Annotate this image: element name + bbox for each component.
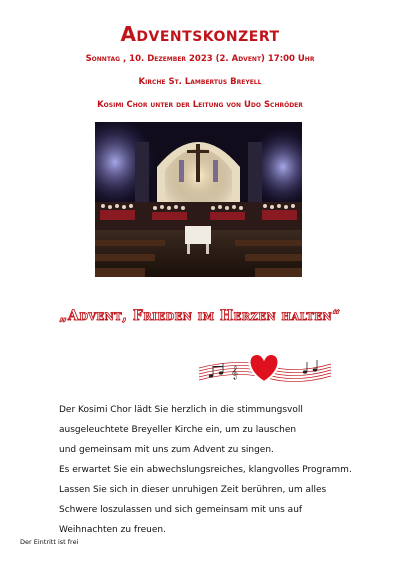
invitation-text — [59, 404, 379, 544]
admission-note: Der Eintritt ist frei — [20, 538, 79, 546]
music-notes-heart-icon — [197, 346, 332, 388]
concert-motto: „Advent, Frieden im Herzen halten“ — [59, 308, 341, 324]
event-date: Sonntag , 10. Dezember 2023 (2. Advent) 17:00 Uhr — [85, 54, 315, 64]
invitation-line: und gemeinsam mit uns zum Advent zu singen. — [59, 445, 274, 455]
page-title: Adventskonzert — [120, 22, 280, 46]
invitation-line: Schwere loszulassen und sich gemeinsam mit uns auf — [59, 505, 303, 515]
event-choir: Kosimi Chor unter der Leitung von Udo Schröder — [97, 100, 303, 110]
event-venue: Kirche St. Lambertus Breyell — [138, 77, 262, 87]
invitation-line: ausgeleuchtete Breyeller Kirche ein, um zu lauschen — [59, 425, 297, 435]
invitation-line: Der Kosimi Chor lädt Sie herzlich in die stimmungsvoll — [59, 405, 303, 415]
invitation-line: Es erwartet Sie ein abwechslungsreiches, klangvolles Programm. — [59, 465, 352, 475]
church-concert-photo — [95, 122, 302, 277]
svg-text:𝄞: 𝄞 — [231, 365, 239, 379]
invitation-line: Lassen Sie sich in dieser unruhigen Zeit berühren, um alles — [59, 485, 327, 495]
invitation-line: Weihnachten zu freuen. — [59, 525, 166, 535]
